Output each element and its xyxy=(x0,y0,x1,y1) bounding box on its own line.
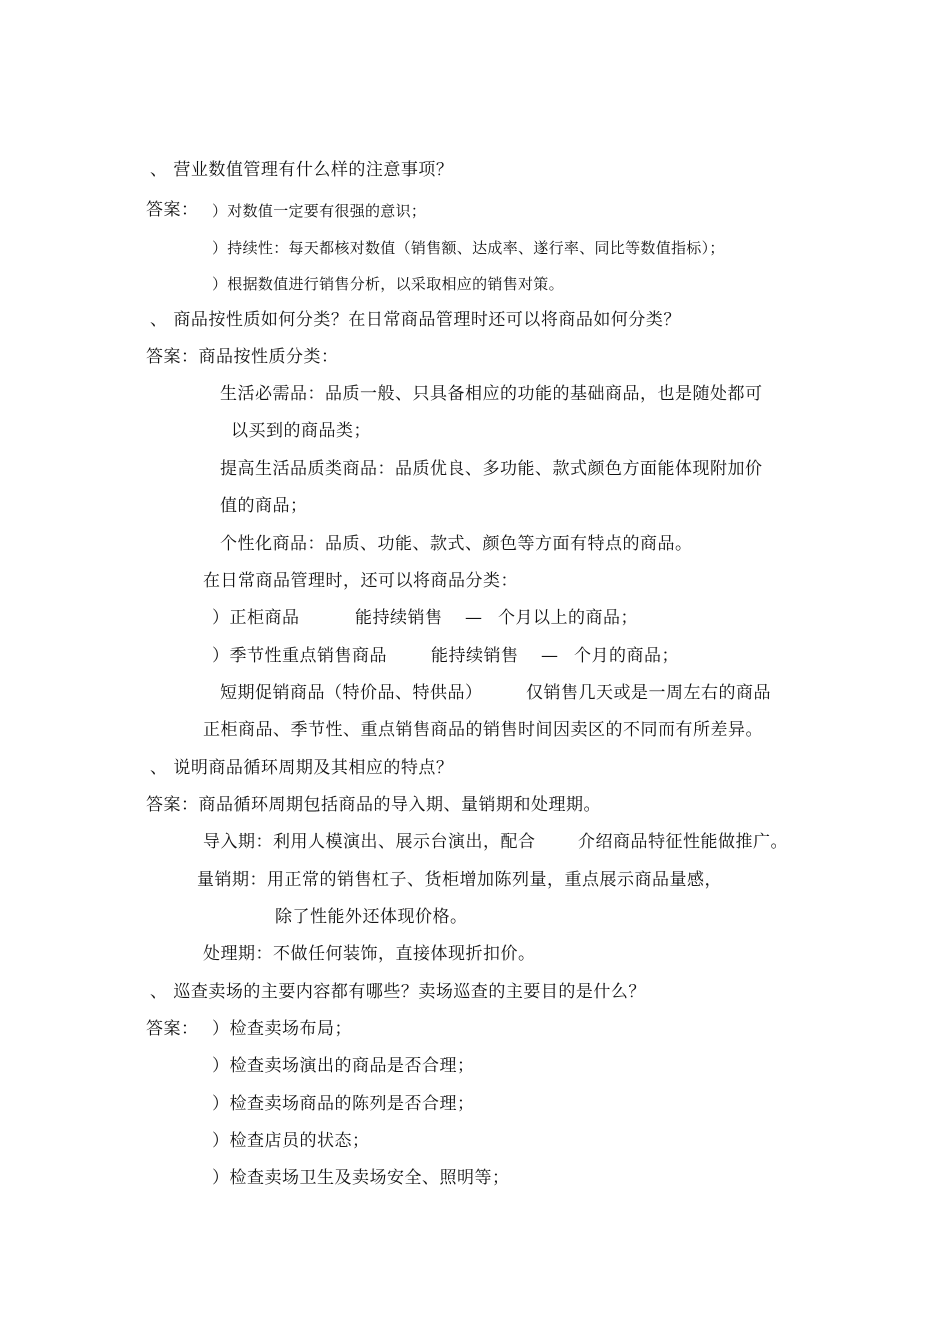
question-3: 、 说明商品循环周期及其相应的特点？ xyxy=(150,758,454,778)
category-duration: 个月的商品； xyxy=(574,646,679,666)
category-duration: 仅销售几天或是一周左右的商品 xyxy=(526,683,771,703)
phase-line: 介绍商品特征性能做推广。 xyxy=(578,832,788,852)
answer-text: 答案：商品循环周期包括商品的导入期、量销期和处理期。 xyxy=(146,795,601,815)
answer-text: 答案：商品按性质分类： xyxy=(146,347,339,367)
answer-item: ）检查卖场商品的陈列是否合理； xyxy=(212,1094,475,1114)
paragraph-line: 以买到的商品类； xyxy=(231,421,371,441)
answer-item: ）持续性：每天都核对数值（销售额、达成率、遂行率、同比等数值指标）； xyxy=(212,239,725,257)
answer-label: 答案： xyxy=(146,1019,199,1039)
answer-item: ）根据数值进行销售分析，以采取相应的销售对策。 xyxy=(212,275,564,293)
category-duration: 个月以上的商品； xyxy=(498,608,638,628)
paragraph-line: 生活必需品：品质一般、只具备相应的功能的基础商品，也是随处都可 xyxy=(220,384,763,404)
answer-item: ）检查卖场布局； xyxy=(212,1019,352,1039)
answer-item: ）对数值一定要有很强的意识； xyxy=(212,202,427,220)
phase-line: 处理期：不做任何装饰，直接体现折扣价。 xyxy=(203,944,536,964)
answer-item: ）检查卖场卫生及卖场安全、照明等； xyxy=(212,1168,510,1188)
paragraph-line: 正柜商品、季节性、重点销售商品的销售时间因卖区的不同而有所差异。 xyxy=(203,720,763,740)
paragraph-line: 提高生活品质类商品：品质优良、多功能、款式颜色方面能体现附加价 xyxy=(220,459,763,479)
answer-item: ）检查卖场演出的商品是否合理； xyxy=(212,1056,475,1076)
phase-line: 除了性能外还体现价格。 xyxy=(275,907,468,927)
answer-label: 答案： xyxy=(146,200,199,220)
question-4: 、 巡查卖场的主要内容都有哪些？卖场巡查的主要目的是什么？ xyxy=(150,982,646,1002)
paragraph-line: 值的商品； xyxy=(220,496,308,516)
category-sales: 能持续销售 xyxy=(431,646,519,666)
category-name: 短期促销商品（特价品、特供品） xyxy=(220,683,483,703)
category-dash: — xyxy=(465,608,483,628)
category-sales: 能持续销售 xyxy=(355,608,443,628)
category-dash: — xyxy=(541,646,559,666)
paragraph-line: 在日常商品管理时，还可以将商品分类： xyxy=(203,571,518,591)
question-2: 、 商品按性质如何分类？在日常商品管理时还可以将商品如何分类？ xyxy=(150,310,681,330)
category-name: ）正柜商品 xyxy=(212,608,300,628)
question-1: 、 营业数值管理有什么样的注意事项？ xyxy=(150,160,454,180)
answer-item: ）检查店员的状态； xyxy=(212,1131,370,1151)
phase-line: 导入期：利用人模演出、展示台演出，配合 xyxy=(203,832,536,852)
category-name: ）季节性重点销售商品 xyxy=(212,646,387,666)
paragraph-line: 个性化商品：品质、功能、款式、颜色等方面有特点的商品。 xyxy=(220,534,693,554)
phase-line: 量销期：用正常的销售杠子、货柜增加陈列量，重点展示商品量感， xyxy=(197,870,722,890)
